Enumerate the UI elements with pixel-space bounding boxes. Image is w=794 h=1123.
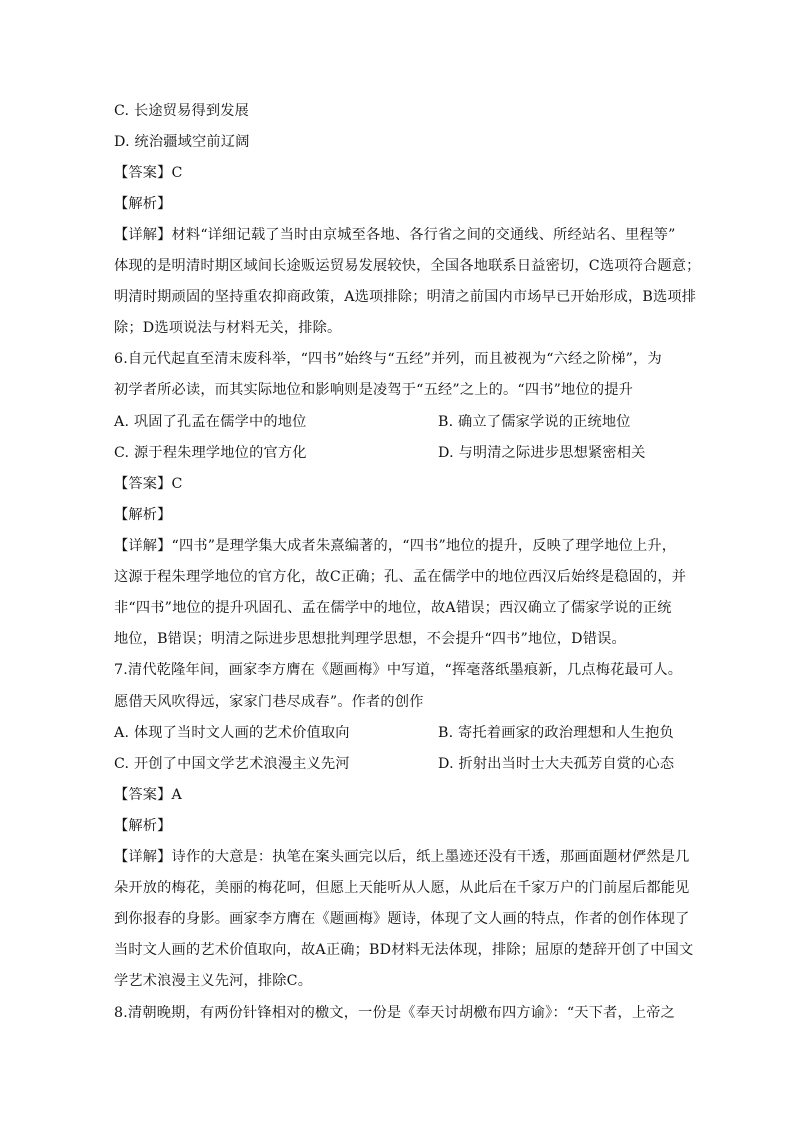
q5-option-c: C. 长途贸易得到发展 — [114, 103, 250, 119]
q6-option-a: A. 巩固了孔孟在儒学中的地位 — [114, 414, 307, 430]
q7-option-b: B. 寄托着画家的政治理想和人生抱负 — [438, 725, 674, 741]
q6-option-d: D. 与明清之际进步思想紧密相关 — [438, 445, 646, 461]
q7-detail-line: 到你报春的身影。画家李方膺在《题画梅》题诗，体现了文人画的特点，作者的创作体现了 — [114, 911, 690, 927]
q5-answer: 【答案】C — [114, 165, 183, 181]
q6-detail-line: 【详解】“四书”是理学集大成者朱熹编著的，“四书”地位的提升，反映了理学地位上升， — [114, 538, 677, 554]
q6-option-c: C. 源于程朱理学地位的官方化 — [114, 445, 307, 461]
q7-detail-line: 当时文人画的艺术价值取向，故A正确；BD材料无法体现，排除；屈原的楚辞开创了中国文 — [114, 942, 694, 958]
q6-stem-line: 初学者所必读，而其实际地位和影响则是凌驾于“五经”之上的。“四书”地位的提升 — [114, 382, 633, 398]
q8-stem-line: 8.清朝晚期，有两份针锋相对的檄文，一份是《奉天讨胡檄布四方谕》：“天下者，上帝之 — [114, 1005, 676, 1021]
q7-detail-line: 学艺术浪漫主义先河，排除C。 — [114, 973, 313, 989]
q7-stem-line: 愿借天风吹得远，家家门巷尽成春”。作者的创作 — [114, 694, 424, 710]
q7-detail-line: 朵开放的梅花，美丽的梅花呵，但愿上天能听从人愿，从此后在千家万户的门前屋后都能见 — [114, 880, 690, 896]
q7-option-a: A. 体现了当时文人画的艺术价值取向 — [114, 725, 350, 741]
q7-analysis-heading: 【解析】 — [114, 818, 172, 834]
q7-option-c: C. 开创了中国文学艺术浪漫主义先河 — [114, 756, 350, 772]
q5-detail-line: 体现的是明清时期区域间长途贩运贸易发展较快，全国各地联系日益密切，C选项符合题意； — [114, 258, 701, 274]
q7-option-d: D. 折射出当时士大夫孤芳自赏的心态 — [438, 756, 675, 772]
q6-detail-line: 这源于程朱理学地位的官方化，故C正确；孔、孟在儒学中的地位西汉后始终是稳固的，并 — [114, 569, 687, 585]
q5-option-d: D. 统治疆域空前辽阔 — [114, 134, 250, 150]
q6-detail-line: 非“四书”地位的提升巩固孔、孟在儒学中的地位，故A错误；西汉确立了儒家学说的正统 — [114, 600, 672, 616]
q6-answer: 【答案】C — [114, 476, 183, 492]
q6-stem-line: 6.自元代起直至清末废科举，“四书”始终与“五经”并列，而且被视为“六经之阶梯”，为 — [114, 351, 662, 367]
q5-analysis-heading: 【解析】 — [114, 196, 172, 212]
q5-detail-line: 明清时期顽固的坚持重农抑商政策，A选项排除；明清之前国内市场早已开始形成，B选项排 — [114, 289, 697, 305]
q6-option-b: B. 确立了儒家学说的正统地位 — [438, 414, 631, 430]
q7-answer: 【答案】A — [114, 787, 182, 803]
q6-analysis-heading: 【解析】 — [114, 507, 172, 523]
q5-detail-line: 除；D选项说法与材料无关，排除。 — [114, 320, 342, 336]
q7-stem-line: 7.清代乾隆年间，画家李方膺在《题画梅》中写道，“挥毫落纸墨痕新，几点梅花最可人。 — [114, 662, 683, 678]
q6-detail-line: 地位，B错误；明清之际进步思想批判理学思想，不会提升“四书”地位，D错误。 — [114, 631, 626, 647]
q5-detail-line: 【详解】材料“详细记载了当时由京城至各地、各行省之间的交通线、所经站名、里程等” — [114, 227, 676, 243]
q7-detail-line: 【详解】诗作的大意是：执笔在案头画完以后，纸上墨迹还没有干透，那画面题材俨然是几 — [114, 849, 690, 865]
